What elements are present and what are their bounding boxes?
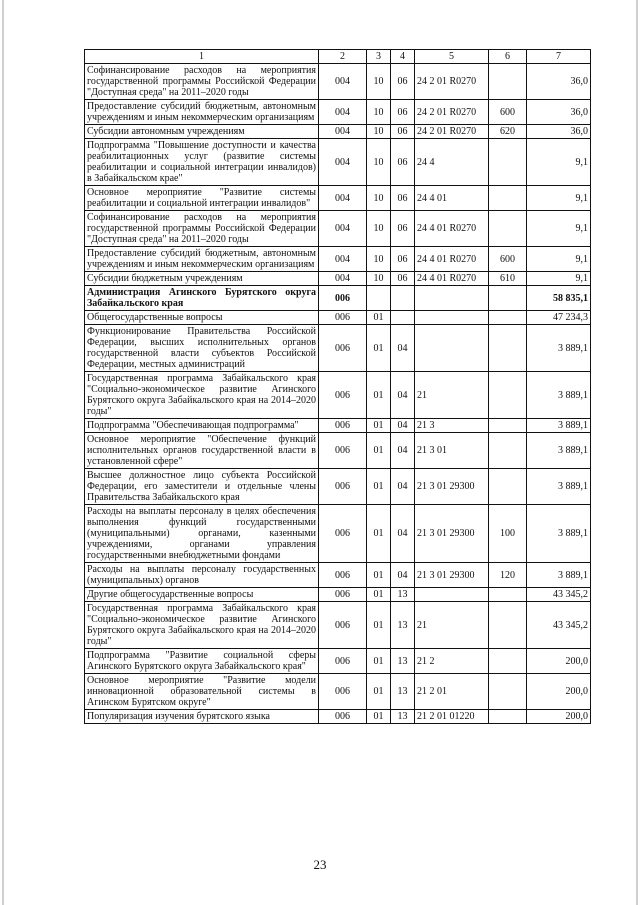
amount-cell: 36,0: [527, 125, 591, 139]
table-body: [85, 64, 591, 724]
col-header-3: 3: [367, 50, 391, 64]
amount-cell: 3 889,1: [527, 372, 591, 419]
expense-type-cell: [489, 325, 527, 372]
table-row: [85, 433, 591, 469]
ministry-code-cell: 004: [319, 125, 367, 139]
row-name-cell: Расходы на выплаты персоналу государственных (муниципальных) органов: [85, 563, 319, 588]
target-article-cell: 24 4 01: [415, 186, 489, 211]
section-code-cell: [367, 286, 391, 311]
target-article-cell: 24 4 01 R0270: [415, 272, 489, 286]
section-code-cell: 01: [367, 419, 391, 433]
row-name-cell: Государственная программа Забайкальского края "Социально-экономическое развитие Агинского Бурятского округа Забайкальского края на 2014–2020 годы": [85, 602, 319, 649]
table-row: [85, 125, 591, 139]
target-article-cell: 21 2 01: [415, 674, 489, 710]
row-name-cell: Другие общегосударственные вопросы: [85, 588, 319, 602]
target-article-cell: 21 3 01 29300: [415, 505, 489, 563]
target-article-cell: 24 2 01 R0270: [415, 125, 489, 139]
section-code-cell: 01: [367, 311, 391, 325]
section-code-cell: 10: [367, 272, 391, 286]
target-article-cell: [415, 588, 489, 602]
expense-type-cell: [489, 602, 527, 649]
subsection-code-cell: 13: [391, 602, 415, 649]
amount-cell: 200,0: [527, 649, 591, 674]
table-row: [85, 419, 591, 433]
section-code-cell: 01: [367, 325, 391, 372]
amount-cell: 200,0: [527, 710, 591, 724]
table-row: [85, 247, 591, 272]
subsection-code-cell: 04: [391, 325, 415, 372]
target-article-cell: [415, 286, 489, 311]
subsection-code-cell: 06: [391, 139, 415, 186]
ministry-code-cell: 006: [319, 325, 367, 372]
subsection-code-cell: 06: [391, 272, 415, 286]
subsection-code-cell: 13: [391, 674, 415, 710]
table-row: [85, 505, 591, 563]
subsection-code-cell: 04: [391, 505, 415, 563]
row-name-cell: Подпрограмма "Повышение доступности и качества реабилитационных услуг (развитие системы реабилитации и социальной интеграции инвалидов) в Забайкальском крае": [85, 139, 319, 186]
subsection-code-cell: 04: [391, 563, 415, 588]
amount-cell: 47 234,3: [527, 311, 591, 325]
section-code-cell: 10: [367, 139, 391, 186]
section-code-cell: 01: [367, 710, 391, 724]
ministry-code-cell: 004: [319, 139, 367, 186]
expense-type-cell: [489, 139, 527, 186]
section-code-cell: 01: [367, 602, 391, 649]
amount-cell: 9,1: [527, 186, 591, 211]
row-name-cell: Софинансирование расходов на мероприятия государственной программы Российской Федерации "Доступная среда" на 2011–2020 годы: [85, 64, 319, 100]
amount-cell: 3 889,1: [527, 433, 591, 469]
section-code-cell: 10: [367, 125, 391, 139]
ministry-code-cell: 006: [319, 286, 367, 311]
scan-edge-left: [2, 0, 4, 905]
row-name-cell: Подпрограмма "Развитие социальной сферы Агинского Бурятского округа Забайкальского края": [85, 649, 319, 674]
amount-cell: 3 889,1: [527, 563, 591, 588]
row-name-cell: Популяризация изучения бурятского языка: [85, 710, 319, 724]
amount-cell: 36,0: [527, 100, 591, 125]
target-article-cell: 21 3: [415, 419, 489, 433]
table-row: [85, 649, 591, 674]
target-article-cell: 21 3 01 29300: [415, 469, 489, 505]
amount-cell: 43 345,2: [527, 602, 591, 649]
table-row: [85, 286, 591, 311]
row-name-cell: Основное мероприятие "Развитие системы реабилитации и социальной интеграции инвалидов": [85, 186, 319, 211]
target-article-cell: 21 2 01 01220: [415, 710, 489, 724]
row-name-cell: Администрация Агинского Бурятского округа Забайкальского края: [85, 286, 319, 311]
subsection-code-cell: 06: [391, 211, 415, 247]
target-article-cell: 24 4 01 R0270: [415, 211, 489, 247]
table-row: [85, 64, 591, 100]
amount-cell: 9,1: [527, 211, 591, 247]
amount-cell: 58 835,1: [527, 286, 591, 311]
expense-type-cell: [489, 311, 527, 325]
section-code-cell: 01: [367, 563, 391, 588]
amount-cell: 43 345,2: [527, 588, 591, 602]
amount-cell: 3 889,1: [527, 469, 591, 505]
amount-cell: 9,1: [527, 139, 591, 186]
row-name-cell: Софинансирование расходов на мероприятия государственной программы Российской Федерации "Доступная среда" на 2011–2020 годы: [85, 211, 319, 247]
ministry-code-cell: 006: [319, 505, 367, 563]
ministry-code-cell: 006: [319, 469, 367, 505]
row-name-cell: Предоставление субсидий бюджетным, автономным учреждениям и иным некоммерческим организациям: [85, 247, 319, 272]
table-row: [85, 469, 591, 505]
section-code-cell: 01: [367, 372, 391, 419]
table-row: [85, 139, 591, 186]
expense-type-cell: 600: [489, 100, 527, 125]
table-row: [85, 602, 591, 649]
table-row: [85, 311, 591, 325]
target-article-cell: 24 4: [415, 139, 489, 186]
row-name-cell: Государственная программа Забайкальского края "Социально-экономическое развитие Агинского Бурятского округа Забайкальского края на 2014–2020 годы": [85, 372, 319, 419]
row-name-cell: Субсидии автономным учреждениям: [85, 125, 319, 139]
section-code-cell: 01: [367, 433, 391, 469]
subsection-code-cell: 06: [391, 100, 415, 125]
budget-table: [84, 49, 591, 724]
scan-edge-right: [636, 0, 638, 905]
row-name-cell: Высшее должностное лицо субъекта Российской Федерации, его заместители и отдельные члены Правительства Забайкальского края: [85, 469, 319, 505]
subsection-code-cell: [391, 311, 415, 325]
subsection-code-cell: 04: [391, 469, 415, 505]
ministry-code-cell: 004: [319, 186, 367, 211]
table-row: [85, 588, 591, 602]
row-name-cell: Расходы на выплаты персоналу в целях обеспечения выполнения функций государственными (муниципальными) органами, казенными учреждениями, органами управления государственными внебюджетными фондами: [85, 505, 319, 563]
table-row: [85, 186, 591, 211]
row-name-cell: Предоставление субсидий бюджетным, автономным учреждениям и иным некоммерческим организациям: [85, 100, 319, 125]
table-row: [85, 272, 591, 286]
subsection-code-cell: 04: [391, 433, 415, 469]
expense-type-cell: [489, 186, 527, 211]
table-row: [85, 710, 591, 724]
table-row: [85, 372, 591, 419]
ministry-code-cell: 006: [319, 602, 367, 649]
expense-type-cell: [489, 469, 527, 505]
ministry-code-cell: 006: [319, 311, 367, 325]
ministry-code-cell: 006: [319, 419, 367, 433]
expense-type-cell: [489, 211, 527, 247]
ministry-code-cell: 006: [319, 674, 367, 710]
section-code-cell: 10: [367, 100, 391, 125]
amount-cell: 9,1: [527, 272, 591, 286]
section-code-cell: 01: [367, 674, 391, 710]
row-name-cell: Общегосударственные вопросы: [85, 311, 319, 325]
amount-cell: 200,0: [527, 674, 591, 710]
row-name-cell: Функционирование Правительства Российской Федерации, высших исполнительных органов государственной власти субъектов Российской Федерации, местных администраций: [85, 325, 319, 372]
ministry-code-cell: 004: [319, 64, 367, 100]
col-header-4: 4: [391, 50, 415, 64]
ministry-code-cell: 004: [319, 100, 367, 125]
section-code-cell: 01: [367, 588, 391, 602]
target-article-cell: 24 2 01 R0270: [415, 64, 489, 100]
subsection-code-cell: 04: [391, 372, 415, 419]
expense-type-cell: [489, 64, 527, 100]
col-header-6: 6: [489, 50, 527, 64]
row-name-cell: Основное мероприятие "Развитие модели инновационной образовательной системы в Агинском Бурятском округе": [85, 674, 319, 710]
section-code-cell: 01: [367, 505, 391, 563]
ministry-code-cell: 006: [319, 649, 367, 674]
expense-type-cell: 600: [489, 247, 527, 272]
table-row: [85, 563, 591, 588]
amount-cell: 3 889,1: [527, 505, 591, 563]
target-article-cell: 21: [415, 602, 489, 649]
amount-cell: 9,1: [527, 247, 591, 272]
table-row: [85, 211, 591, 247]
section-code-cell: 01: [367, 469, 391, 505]
amount-cell: 36,0: [527, 64, 591, 100]
col-header-2: 2: [319, 50, 367, 64]
expense-type-cell: 120: [489, 563, 527, 588]
table-row: [85, 100, 591, 125]
table-row: [85, 325, 591, 372]
ministry-code-cell: 006: [319, 588, 367, 602]
table-header-row: [85, 50, 591, 64]
subsection-code-cell: 04: [391, 419, 415, 433]
row-name-cell: Основное мероприятие "Обеспечение функций исполнительных органов государственной власти в установленной сфере": [85, 433, 319, 469]
target-article-cell: 21 3 01: [415, 433, 489, 469]
subsection-code-cell: 13: [391, 710, 415, 724]
row-name-cell: Подпрограмма "Обеспечивающая подпрограмма": [85, 419, 319, 433]
target-article-cell: 21 2: [415, 649, 489, 674]
subsection-code-cell: [391, 286, 415, 311]
target-article-cell: 21 3 01 29300: [415, 563, 489, 588]
expense-type-cell: [489, 419, 527, 433]
amount-cell: 3 889,1: [527, 325, 591, 372]
target-article-cell: 24 4 01 R0270: [415, 247, 489, 272]
expense-type-cell: [489, 710, 527, 724]
expense-type-cell: 100: [489, 505, 527, 563]
target-article-cell: 24 2 01 R0270: [415, 100, 489, 125]
section-code-cell: 10: [367, 186, 391, 211]
subsection-code-cell: 13: [391, 649, 415, 674]
col-header-5: 5: [415, 50, 489, 64]
ministry-code-cell: 004: [319, 211, 367, 247]
target-article-cell: [415, 325, 489, 372]
section-code-cell: 10: [367, 64, 391, 100]
target-article-cell: 21: [415, 372, 489, 419]
subsection-code-cell: 13: [391, 588, 415, 602]
subsection-code-cell: 06: [391, 64, 415, 100]
expense-type-cell: [489, 433, 527, 469]
section-code-cell: 10: [367, 247, 391, 272]
expense-type-cell: 610: [489, 272, 527, 286]
expense-type-cell: [489, 286, 527, 311]
expense-type-cell: [489, 588, 527, 602]
row-name-cell: Субсидии бюджетным учреждениям: [85, 272, 319, 286]
expense-type-cell: 620: [489, 125, 527, 139]
ministry-code-cell: 006: [319, 710, 367, 724]
section-code-cell: 10: [367, 211, 391, 247]
subsection-code-cell: 06: [391, 186, 415, 211]
table-row: [85, 674, 591, 710]
ministry-code-cell: 006: [319, 433, 367, 469]
col-header-1: 1: [85, 50, 319, 64]
target-article-cell: [415, 311, 489, 325]
section-code-cell: 01: [367, 649, 391, 674]
subsection-code-cell: 06: [391, 247, 415, 272]
ministry-code-cell: 004: [319, 247, 367, 272]
page-number: 23: [313, 857, 327, 872]
subsection-code-cell: 06: [391, 125, 415, 139]
expense-type-cell: [489, 372, 527, 419]
ministry-code-cell: 004: [319, 272, 367, 286]
expense-type-cell: [489, 649, 527, 674]
col-header-7: 7: [527, 50, 591, 64]
ministry-code-cell: 006: [319, 372, 367, 419]
expense-type-cell: [489, 674, 527, 710]
amount-cell: 3 889,1: [527, 419, 591, 433]
ministry-code-cell: 006: [319, 563, 367, 588]
